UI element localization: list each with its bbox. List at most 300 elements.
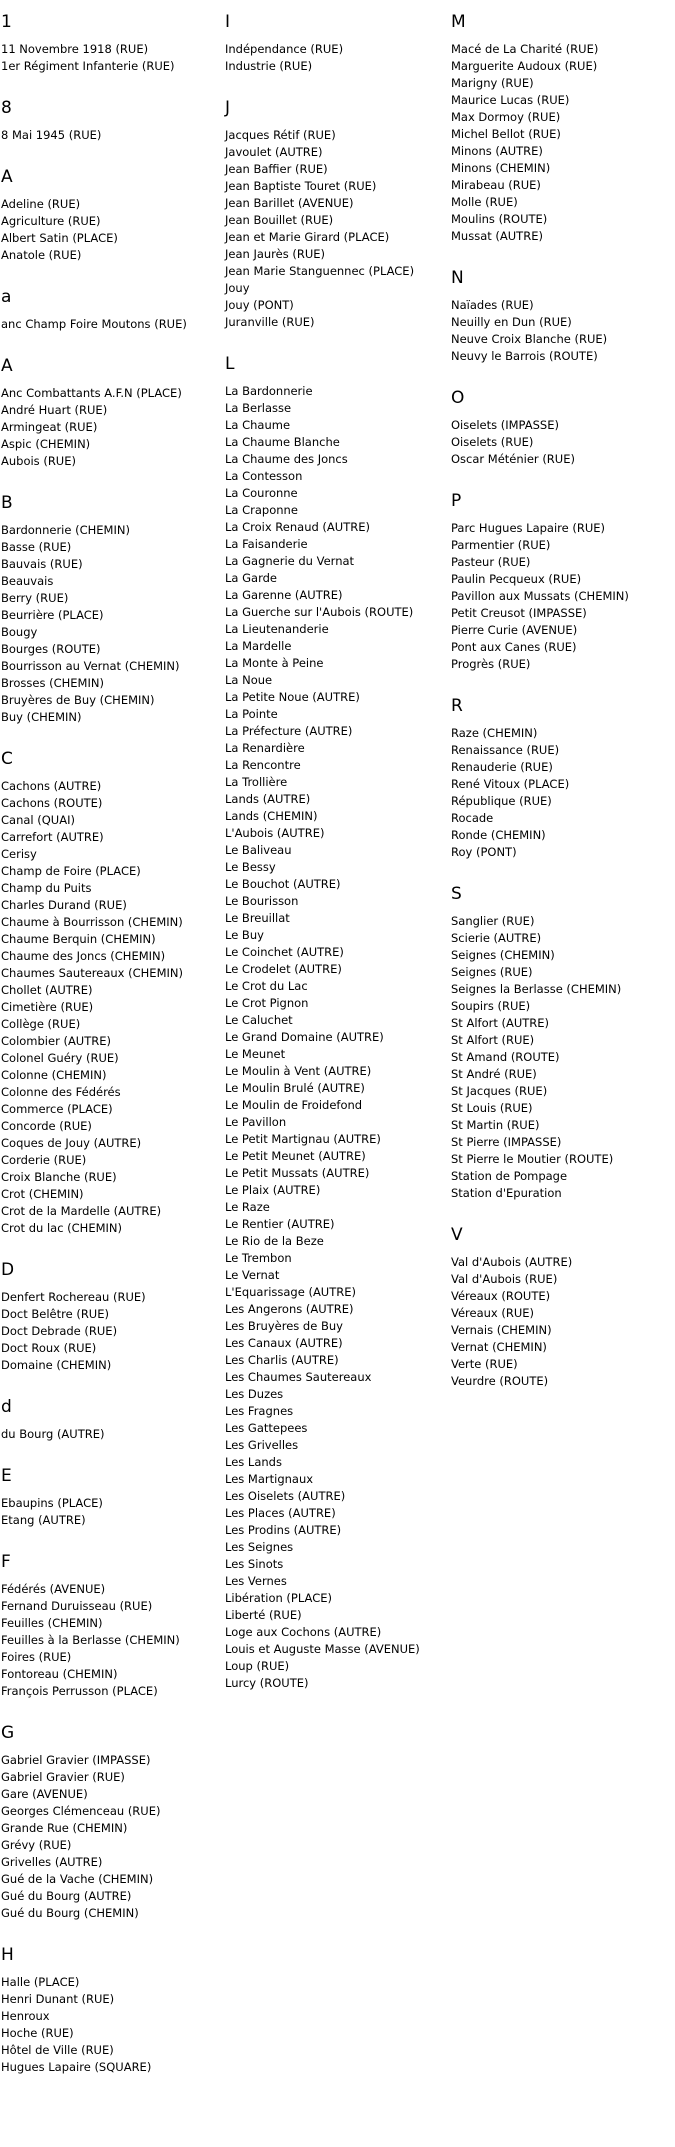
street-entry: St André (RUE): [451, 1067, 537, 1081]
street-entry: St Pierre (IMPASSE): [451, 1135, 562, 1149]
street-entry: Michel Bellot (RUE): [451, 127, 561, 141]
street-entry: Champ du Puits: [1, 881, 92, 895]
street-entry: Jean Baffier (RUE): [225, 162, 328, 176]
street-entry: La Trollière: [225, 775, 288, 789]
street-entry: St Louis (RUE): [451, 1101, 533, 1115]
street-entry: Les Gattepees: [225, 1421, 308, 1435]
street-entry: Neuvy le Barrois (ROUTE): [451, 349, 598, 363]
street-entry: Les Canaux (AUTRE): [225, 1336, 343, 1350]
street-list: [1, 1581, 223, 1700]
street-entry: Doct Roux (RUE): [1, 1341, 97, 1355]
street-entry: Seignes (RUE): [451, 965, 533, 979]
street-entry: Le Petit Meunet (AUTRE): [225, 1149, 366, 1163]
street-entry: Loge aux Cochons (AUTRE): [225, 1625, 382, 1639]
street-entry: La Garenne (AUTRE): [225, 588, 343, 602]
street-entry: Les Duzes: [225, 1387, 284, 1401]
street-entry: Oiselets (IMPASSE): [451, 418, 559, 432]
street-entry: Le Caluchet: [225, 1013, 293, 1027]
section-heading: B: [1, 493, 13, 513]
street-entry: 11 Novembre 1918 (RUE): [1, 42, 149, 56]
street-entry: Seignes la Berlasse (CHEMIN): [451, 982, 622, 996]
street-entry: Le Baliveau: [225, 843, 292, 857]
street-entry: Les Grivelles: [225, 1438, 299, 1452]
street-list: [1, 385, 223, 470]
letter-section: [451, 388, 673, 468]
street-entry: Les Places (AUTRE): [225, 1506, 336, 1520]
street-list: [1, 316, 223, 333]
street-entry: Renaissance (RUE): [451, 743, 560, 757]
street-entry: La Contesson: [225, 469, 303, 483]
street-entry: Oscar Méténier (RUE): [451, 452, 575, 466]
street-entry: Jouy: [225, 281, 250, 295]
street-entry: La Couronne: [225, 486, 298, 500]
street-entry: Cachons (AUTRE): [1, 779, 102, 793]
section-heading: 8: [1, 98, 12, 118]
street-entry: Jean et Marie Girard (PLACE): [225, 230, 390, 244]
street-entry: Bourrisson au Vernat (CHEMIN): [1, 659, 180, 673]
section-heading: H: [1, 1945, 14, 1965]
street-entry: Pasteur (RUE): [451, 555, 531, 569]
section-heading: D: [1, 1260, 15, 1280]
street-entry: Pavillon aux Mussats (CHEMIN): [451, 589, 629, 603]
street-entry: Le Breuillat: [225, 911, 290, 925]
street-list: [225, 383, 447, 1692]
street-entry: Coques de Jouy (AUTRE): [1, 1136, 142, 1150]
street-entry: Marigny (RUE): [451, 76, 534, 90]
street-list: [225, 127, 447, 331]
street-entry: Naïades (RUE): [451, 298, 534, 312]
street-list: [225, 41, 447, 75]
street-entry: Colonne (CHEMIN): [1, 1068, 107, 1082]
letter-section: [1, 287, 223, 333]
street-entry: Petit Creusot (IMPASSE): [451, 606, 587, 620]
street-entry: Neuve Croix Blanche (RUE): [451, 332, 608, 346]
street-entry: Crot du lac (CHEMIN): [1, 1221, 123, 1235]
street-entry: Les Charlis (AUTRE): [225, 1353, 339, 1367]
street-entry: Le Crot Pignon: [225, 996, 309, 1010]
street-entry: Les Angerons (AUTRE): [225, 1302, 354, 1316]
street-entry: Colonne des Fédérés: [1, 1085, 121, 1099]
street-entry: Pont aux Canes (RUE): [451, 640, 577, 654]
street-entry: La Guerche sur l'Aubois (ROUTE): [225, 605, 414, 619]
letter-section: [225, 12, 447, 75]
street-entry: Les Seignes: [225, 1540, 294, 1554]
street-entry: Le Bouchot (AUTRE): [225, 877, 341, 891]
street-entry: Les Vernes: [225, 1574, 287, 1588]
letter-section: [225, 98, 447, 331]
street-entry: Champ de Foire (PLACE): [1, 864, 141, 878]
street-entry: Le Moulin à Vent (AUTRE): [225, 1064, 372, 1078]
street-entry: Max Dormoy (RUE): [451, 110, 561, 124]
street-entry: Javoulet (AUTRE): [225, 145, 323, 159]
street-entry: Henri Dunant (RUE): [1, 1992, 115, 2006]
street-entry: Le Meunet: [225, 1047, 286, 1061]
street-entry: Bourges (ROUTE): [1, 642, 101, 656]
street-entry: Jacques Rétif (RUE): [225, 128, 336, 142]
street-entry: Les Prodins (AUTRE): [225, 1523, 342, 1537]
letter-section: [1, 1260, 223, 1374]
street-entry: St Amand (ROUTE): [451, 1050, 560, 1064]
street-entry: Moulins (ROUTE): [451, 212, 548, 226]
street-entry: Maurice Lucas (RUE): [451, 93, 570, 107]
street-entry: Beauvais: [1, 574, 54, 588]
letter-section: [1, 1466, 223, 1529]
street-entry: Bruyères de Buy (CHEMIN): [1, 693, 155, 707]
street-entry: du Bourg (AUTRE): [1, 1427, 105, 1441]
letter-section: [1, 1945, 223, 2076]
letter-section: [451, 268, 673, 365]
street-entry: Grivelles (AUTRE): [1, 1855, 103, 1869]
section-heading: d: [1, 1397, 12, 1417]
section-heading: M: [451, 12, 466, 32]
street-list: [1, 127, 223, 144]
street-entry: Le Moulin Brulé (AUTRE): [225, 1081, 365, 1095]
street-entry: St Alfort (RUE): [451, 1033, 535, 1047]
street-entry: Raze (CHEMIN): [451, 726, 538, 740]
street-entry: André Huart (RUE): [1, 403, 108, 417]
street-entry: Concorde (RUE): [1, 1119, 92, 1133]
street-entry: République (RUE): [451, 794, 552, 808]
street-entry: Adeline (RUE): [1, 197, 81, 211]
letter-section: [1, 356, 223, 470]
street-entry: Gare (AVENUE): [1, 1787, 88, 1801]
street-entry: La Pointe: [225, 707, 278, 721]
street-entry: Le Moulin de Froidefond: [225, 1098, 363, 1112]
street-list: [1, 1495, 223, 1529]
street-entry: Basse (RUE): [1, 540, 72, 554]
street-entry: Colombier (AUTRE): [1, 1034, 111, 1048]
street-entry: Gabriel Gravier (RUE): [1, 1770, 125, 1784]
street-entry: Ebaupins (PLACE): [1, 1496, 103, 1510]
street-entry: L'Equarissage (AUTRE): [225, 1285, 356, 1299]
street-entry: Seignes (CHEMIN): [451, 948, 555, 962]
street-entry: Gué de la Vache (CHEMIN): [1, 1872, 154, 1886]
section-heading: G: [1, 1723, 15, 1743]
street-entry: La Renardière: [225, 741, 305, 755]
street-entry: Mirabeau (RUE): [451, 178, 541, 192]
street-entry: Lurcy (ROUTE): [225, 1676, 309, 1690]
street-entry: Lands (CHEMIN): [225, 809, 318, 823]
letter-section: [451, 884, 673, 1202]
street-list: [451, 1254, 673, 1390]
street-entry: Feuilles à la Berlasse (CHEMIN): [1, 1633, 180, 1647]
street-entry: Macé de La Charité (RUE): [451, 42, 599, 56]
street-entry: Hugues Lapaire (SQUARE): [1, 2060, 152, 2074]
street-entry: Colonel Guéry (RUE): [1, 1051, 119, 1065]
section-heading: N: [451, 268, 464, 288]
section-heading: S: [451, 884, 462, 904]
street-list: [1, 1974, 223, 2076]
street-entry: Le Grand Domaine (AUTRE): [225, 1030, 384, 1044]
letter-section: [1, 98, 223, 144]
street-entry: anc Champ Foire Moutons (RUE): [1, 317, 187, 331]
street-entry: St Pierre le Moutier (ROUTE): [451, 1152, 614, 1166]
street-list: [1, 1426, 223, 1443]
street-entry: Station de Pompage: [451, 1169, 568, 1183]
street-entry: Henroux: [1, 2009, 50, 2023]
street-entry: Jean Jaurès (RUE): [225, 247, 326, 261]
street-list: [1, 1289, 223, 1374]
street-entry: Doct Belêtre (RUE): [1, 1307, 109, 1321]
street-entry: Progrès (RUE): [451, 657, 531, 671]
street-entry: Pierre Curie (AVENUE): [451, 623, 578, 637]
street-entry: Cimetière (RUE): [1, 1000, 94, 1014]
street-entry: Les Fragnes: [225, 1404, 294, 1418]
street-entry: Le Petit Martignau (AUTRE): [225, 1132, 381, 1146]
street-list: [1, 522, 223, 726]
street-entry: La Rencontre: [225, 758, 301, 772]
street-entry: Le Vernat: [225, 1268, 280, 1282]
street-index-column-2: [225, 12, 447, 1715]
street-entry: Juranville (RUE): [225, 315, 315, 329]
street-entry: Grévy (RUE): [1, 1838, 72, 1852]
street-entry: Les Martignaux: [225, 1472, 314, 1486]
street-entry: Le Rio de la Beze: [225, 1234, 324, 1248]
street-entry: Le Raze: [225, 1200, 270, 1214]
street-entry: La Bardonnerie: [225, 384, 313, 398]
section-heading: I: [225, 12, 231, 32]
street-entry: Brosses (CHEMIN): [1, 676, 104, 690]
street-entry: Ronde (CHEMIN): [451, 828, 546, 842]
street-list: [451, 41, 673, 245]
street-entry: Chollet (AUTRE): [1, 983, 93, 997]
street-entry: La Monte à Peine: [225, 656, 324, 670]
street-entry: L'Aubois (AUTRE): [225, 826, 325, 840]
street-entry: Minons (CHEMIN): [451, 161, 551, 175]
street-list: [451, 297, 673, 365]
street-entry: Les Lands: [225, 1455, 282, 1469]
street-entry: La Chaume: [225, 418, 291, 432]
street-entry: Croix Blanche (RUE): [1, 1170, 117, 1184]
street-entry: Gabriel Gravier (IMPASSE): [1, 1753, 151, 1767]
street-entry: Charles Durand (RUE): [1, 898, 127, 912]
street-entry: La Garde: [225, 571, 277, 585]
letter-section: [1, 167, 223, 264]
street-entry: Aubois (RUE): [1, 454, 76, 468]
letter-section: [1, 1552, 223, 1700]
letter-section: [451, 696, 673, 861]
street-entry: Le Buy: [225, 928, 264, 942]
street-entry: Corderie (RUE): [1, 1153, 87, 1167]
street-entry: Val d'Aubois (RUE): [451, 1272, 558, 1286]
section-heading: 1: [1, 12, 12, 32]
street-entry: 8 Mai 1945 (RUE): [1, 128, 102, 142]
street-entry: Gué du Bourg (CHEMIN): [1, 1906, 139, 1920]
street-index-column-1: [1, 12, 223, 2099]
street-entry: Le Trembon: [225, 1251, 292, 1265]
letter-section: [1, 749, 223, 1237]
street-entry: Commerce (PLACE): [1, 1102, 113, 1116]
street-entry: Indépendance (RUE): [225, 42, 344, 56]
street-entry: Le Plaix (AUTRE): [225, 1183, 321, 1197]
street-entry: Halle (PLACE): [1, 1975, 80, 1989]
street-list: [1, 196, 223, 264]
street-index-column-3: [451, 12, 673, 1413]
street-entry: La Berlasse: [225, 401, 292, 415]
street-entry: Molle (RUE): [451, 195, 518, 209]
street-entry: Feuilles (CHEMIN): [1, 1616, 103, 1630]
street-entry: Loup (RUE): [225, 1659, 290, 1673]
street-entry: Le Bourisson: [225, 894, 299, 908]
street-entry: Armingeat (RUE): [1, 420, 98, 434]
street-entry: Le Pavillon: [225, 1115, 287, 1129]
street-entry: Doct Debrade (RUE): [1, 1324, 118, 1338]
street-entry: Les Chaumes Sautereaux: [225, 1370, 372, 1384]
street-entry: Le Crodelet (AUTRE): [225, 962, 342, 976]
street-entry: Veurdre (ROUTE): [451, 1374, 549, 1388]
street-entry: Verte (RUE): [451, 1357, 518, 1371]
letter-section: [1, 12, 223, 75]
street-entry: St Jacques (RUE): [451, 1084, 548, 1098]
street-entry: La Petite Noue (AUTRE): [225, 690, 360, 704]
street-entry: Roy (PONT): [451, 845, 517, 859]
street-entry: Foires (RUE): [1, 1650, 72, 1664]
street-entry: Fontoreau (CHEMIN): [1, 1667, 118, 1681]
section-heading: F: [1, 1552, 11, 1572]
street-list: [1, 41, 223, 75]
letter-section: [1, 1397, 223, 1443]
street-entry: Les Sinots: [225, 1557, 284, 1571]
street-entry: Jean Bouillet (RUE): [225, 213, 334, 227]
street-entry: Minons (AUTRE): [451, 144, 543, 158]
street-entry: Mussat (AUTRE): [451, 229, 543, 243]
street-entry: Crot de la Mardelle (AUTRE): [1, 1204, 162, 1218]
street-entry: Véreaux (ROUTE): [451, 1289, 551, 1303]
street-entry: La Faisanderie: [225, 537, 308, 551]
street-entry: St Alfort (AUTRE): [451, 1016, 550, 1030]
street-entry: Le Crot du Lac: [225, 979, 308, 993]
street-entry: Sanglier (RUE): [451, 914, 535, 928]
street-entry: Collège (RUE): [1, 1017, 81, 1031]
street-entry: Louis et Auguste Masse (AVENUE): [225, 1642, 420, 1656]
letter-section: [451, 12, 673, 245]
street-entry: Hôtel de Ville (RUE): [1, 2043, 114, 2057]
street-entry: Fédérés (AVENUE): [1, 1582, 106, 1596]
street-entry: Parc Hugues Lapaire (RUE): [451, 521, 606, 535]
street-entry: Station d'Epuration: [451, 1186, 562, 1200]
street-entry: La Craponne: [225, 503, 298, 517]
street-entry: Albert Satin (PLACE): [1, 231, 118, 245]
street-entry: Beurrière (PLACE): [1, 608, 104, 622]
street-entry: Chaume des Joncs (CHEMIN): [1, 949, 166, 963]
street-entry: Chaume à Bourrisson (CHEMIN): [1, 915, 183, 929]
street-entry: Neuilly en Dun (RUE): [451, 315, 572, 329]
street-entry: Oiselets (RUE): [451, 435, 534, 449]
street-entry: Canal (QUAI): [1, 813, 75, 827]
street-entry: Chaumes Sautereaux (CHEMIN): [1, 966, 183, 980]
section-heading: A: [1, 167, 13, 187]
street-list: [451, 725, 673, 861]
street-entry: Cerisy: [1, 847, 37, 861]
letter-section: [451, 491, 673, 673]
street-entry: Parmentier (RUE): [451, 538, 551, 552]
street-entry: Chaume Berquin (CHEMIN): [1, 932, 156, 946]
street-entry: La Mardelle: [225, 639, 292, 653]
letter-section: [1, 493, 223, 726]
letter-section: [1, 1723, 223, 1922]
section-heading: E: [1, 1466, 12, 1486]
section-heading: a: [1, 287, 12, 307]
street-entry: Les Bruyères de Buy: [225, 1319, 343, 1333]
street-entry: Fernand Duruisseau (RUE): [1, 1599, 153, 1613]
street-entry: Rocade: [451, 811, 494, 825]
street-entry: La Préfecture (AUTRE): [225, 724, 353, 738]
street-entry: Jean Baptiste Touret (RUE): [225, 179, 377, 193]
street-entry: Crot (CHEMIN): [1, 1187, 84, 1201]
section-heading: P: [451, 491, 462, 511]
street-entry: St Martin (RUE): [451, 1118, 540, 1132]
street-entry: Jean Barillet (AVENUE): [225, 196, 354, 210]
section-heading: V: [451, 1225, 463, 1245]
street-list: [451, 520, 673, 673]
street-entry: La Lieutenanderie: [225, 622, 329, 636]
street-entry: Georges Clémenceau (RUE): [1, 1804, 161, 1818]
section-heading: C: [1, 749, 13, 769]
street-entry: Véreaux (RUE): [451, 1306, 535, 1320]
street-list: [1, 778, 223, 1237]
street-entry: La Noue: [225, 673, 273, 687]
street-entry: Hoche (RUE): [1, 2026, 74, 2040]
street-entry: Val d'Aubois (AUTRE): [451, 1255, 573, 1269]
street-entry: Soupirs (RUE): [451, 999, 531, 1013]
street-entry: Bardonnerie (CHEMIN): [1, 523, 130, 537]
street-entry: Le Rentier (AUTRE): [225, 1217, 335, 1231]
street-list: [451, 913, 673, 1202]
street-entry: Gué du Bourg (AUTRE): [1, 1889, 132, 1903]
street-entry: Marguerite Audoux (RUE): [451, 59, 598, 73]
street-entry: Agriculture (RUE): [1, 214, 101, 228]
street-entry: La Chaume des Joncs: [225, 452, 348, 466]
street-entry: Anc Combattants A.F.N (PLACE): [1, 386, 182, 400]
street-list: [1, 1752, 223, 1922]
street-entry: Libération (PLACE): [225, 1591, 332, 1605]
letter-section: [451, 1225, 673, 1390]
street-entry: Bauvais (RUE): [1, 557, 83, 571]
street-entry: Renauderie (RUE): [451, 760, 553, 774]
street-entry: La Gagnerie du Vernat: [225, 554, 355, 568]
street-entry: Le Bessy: [225, 860, 276, 874]
street-entry: Paulin Pecqueux (RUE): [451, 572, 582, 586]
section-heading: J: [225, 98, 231, 118]
street-entry: Etang (AUTRE): [1, 1513, 86, 1527]
section-heading: L: [225, 354, 235, 374]
street-entry: Jean Marie Stanguennec (PLACE): [225, 264, 415, 278]
street-entry: La Chaume Blanche: [225, 435, 340, 449]
street-entry: Cachons (ROUTE): [1, 796, 103, 810]
street-entry: Aspic (CHEMIN): [1, 437, 91, 451]
street-entry: Bougy: [1, 625, 38, 639]
street-entry: Domaine (CHEMIN): [1, 1358, 112, 1372]
street-entry: Grande Rue (CHEMIN): [1, 1821, 128, 1835]
street-entry: François Perrusson (PLACE): [1, 1684, 158, 1698]
section-heading: A: [1, 356, 13, 376]
street-entry: Denfert Rochereau (RUE): [1, 1290, 146, 1304]
street-entry: Anatole (RUE): [1, 248, 82, 262]
street-entry: Jouy (PONT): [225, 298, 294, 312]
street-entry: Berry (RUE): [1, 591, 69, 605]
street-entry: Les Oiselets (AUTRE): [225, 1489, 346, 1503]
street-entry: Buy (CHEMIN): [1, 710, 82, 724]
street-entry: La Croix Renaud (AUTRE): [225, 520, 370, 534]
street-entry: Carrefort (AUTRE): [1, 830, 104, 844]
street-entry: 1er Régiment Infanterie (RUE): [1, 59, 175, 73]
street-entry: Lands (AUTRE): [225, 792, 311, 806]
street-entry: Le Coinchet (AUTRE): [225, 945, 344, 959]
section-heading: R: [451, 696, 463, 716]
street-entry: Industrie (RUE): [225, 59, 313, 73]
street-entry: Liberté (RUE): [225, 1608, 302, 1622]
letter-section: [225, 354, 447, 1692]
